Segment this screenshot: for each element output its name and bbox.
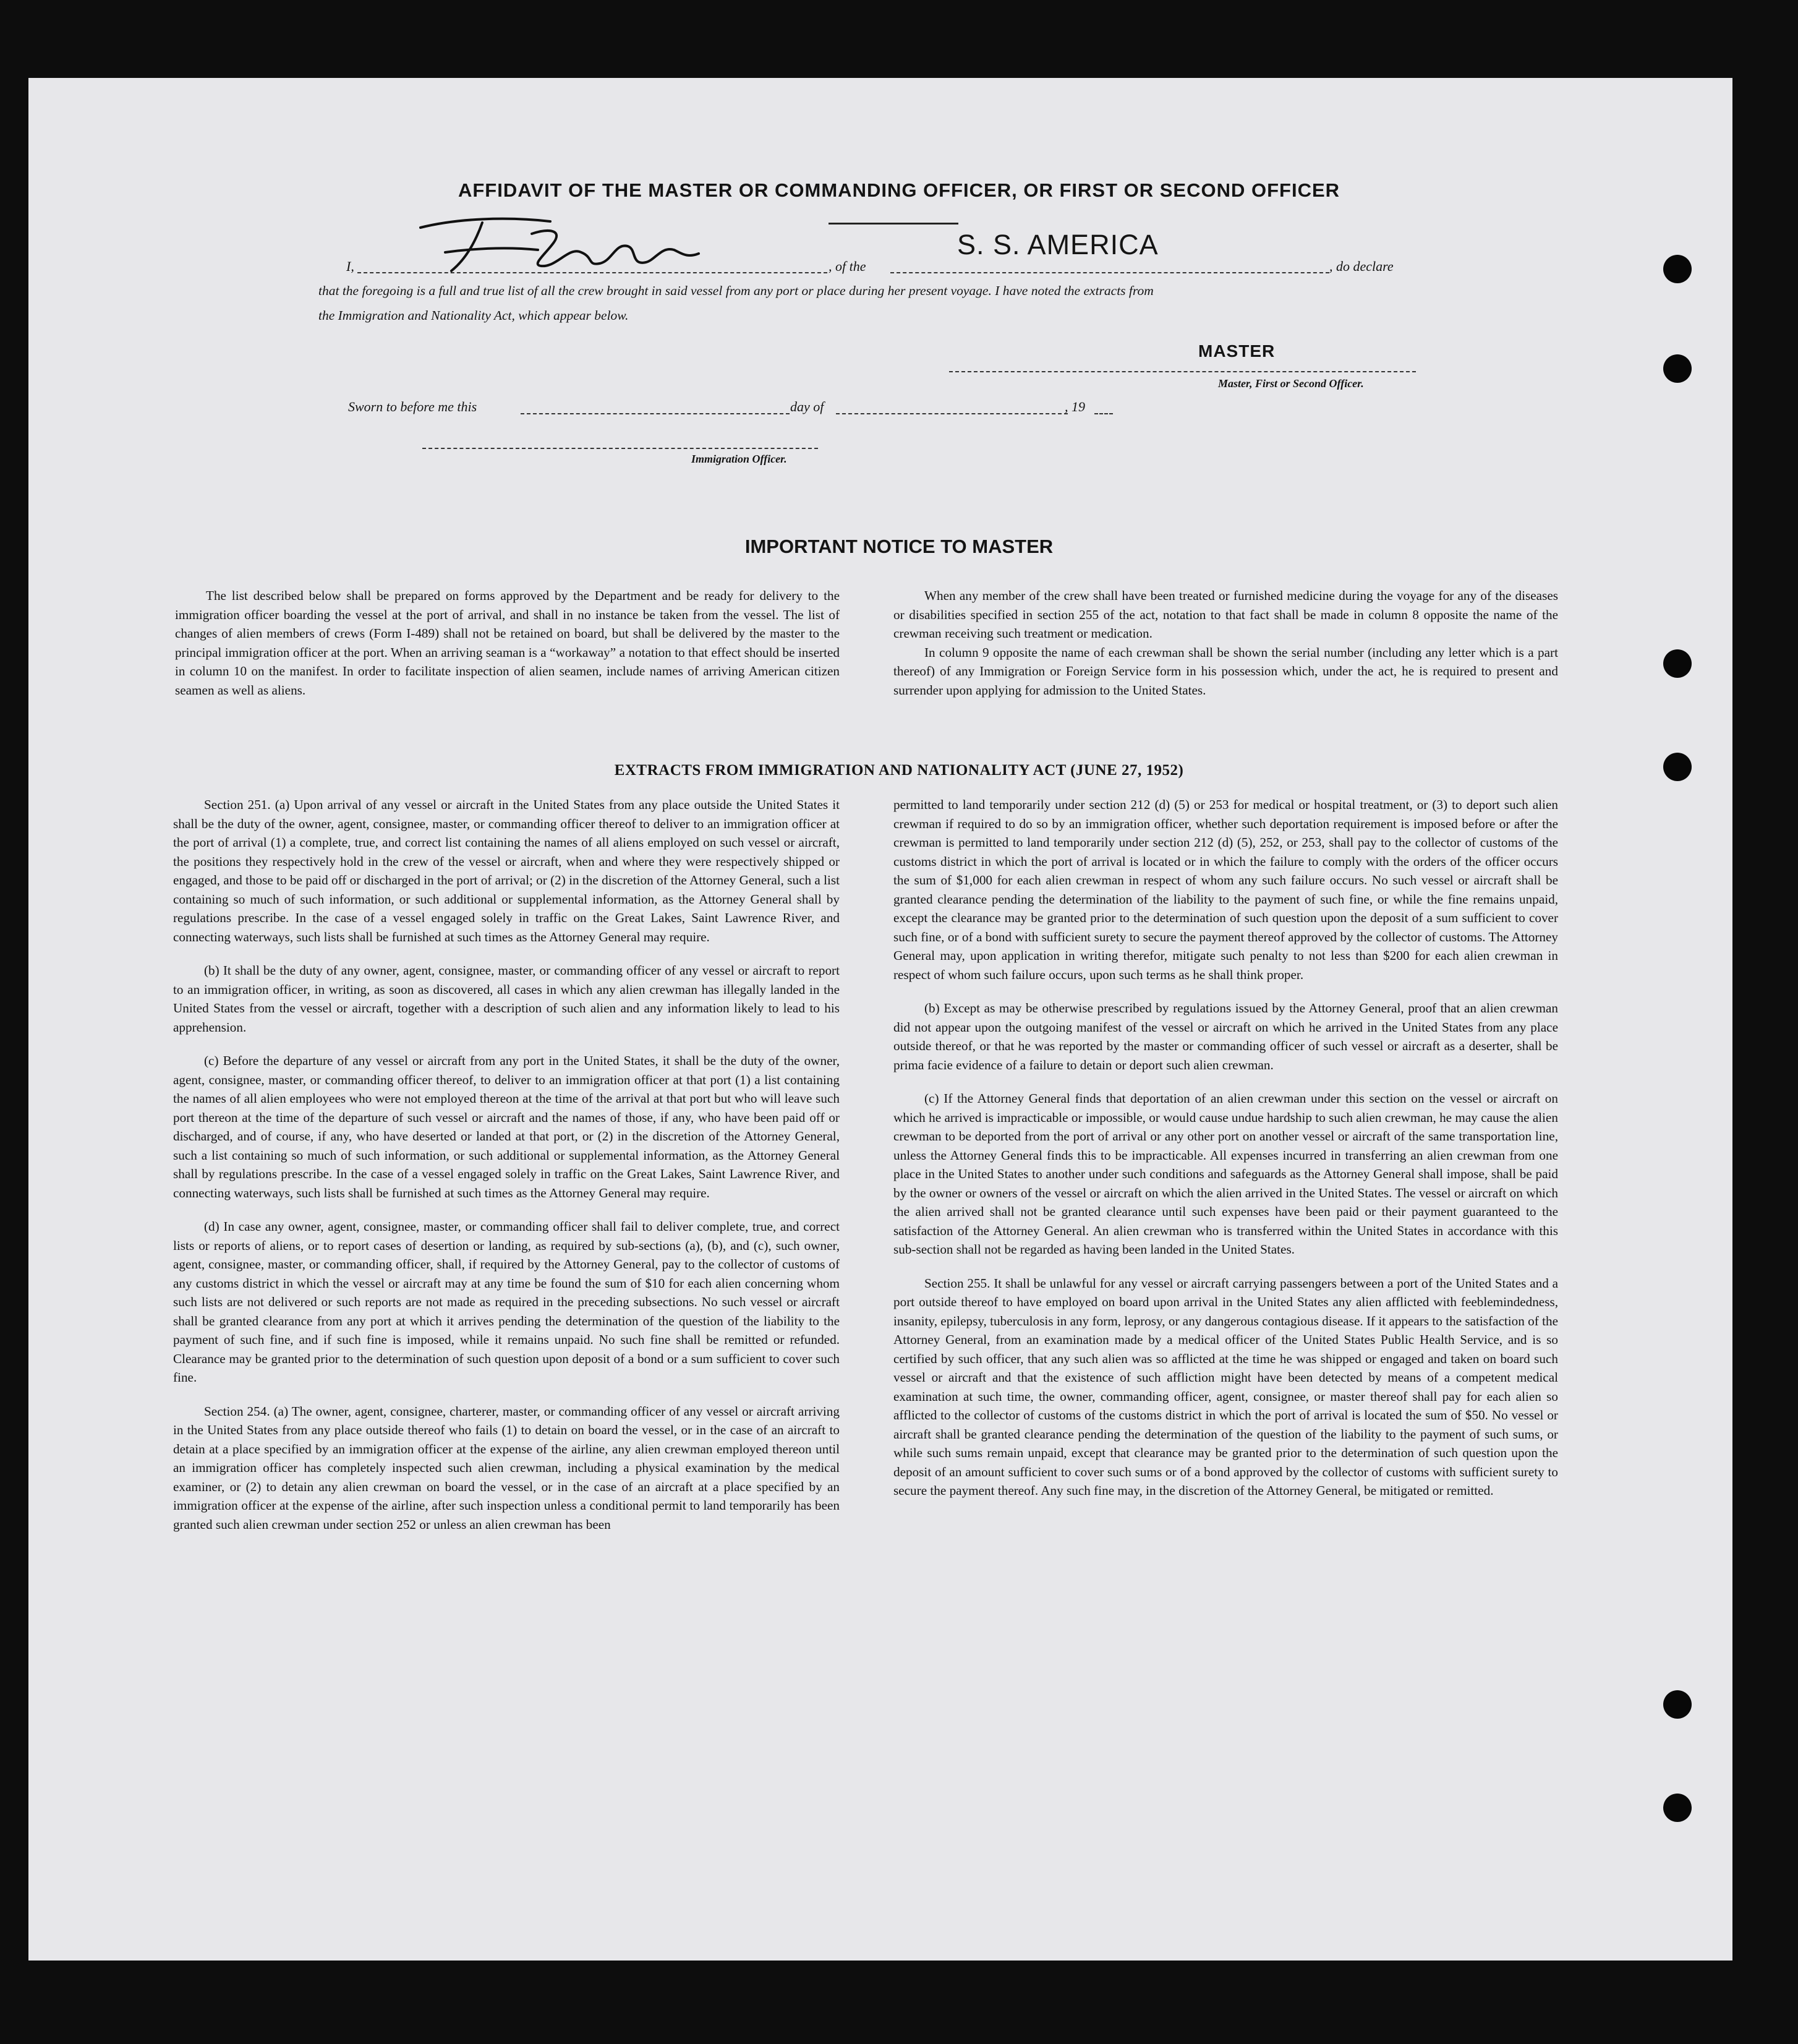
binder-hole: [1663, 1690, 1692, 1719]
extract-paragraph: (d) In case any owner, agent, consignee, master, or commanding officer shall fail to deliver complete, true, and correct lists or reports of aliens, or to report cases of desertion or landing, as required by sub-sections (a), (b), and (c), such owner, agent, consignee, master, or commanding officer, shall, if required by the Attorney General, pay to the collector of customs of any customs district in which the vessel or aircraft may at any time be found the sum of $10 for each alien concerning whom such lists are not delivered or such reports are not made as required in the preceding subsections. No such vessel or aircraft shall be granted clearance from any port at which it arrives pending the determination of the question of the liability to the payment of such fine, and if such fine is imposed, while it remains unpaid. No such fine shall be remitted or refunded. Clearance may be granted prior to the determination of such question upon deposit of a bond or a sum sufficient to cover such fine.: [173, 1219, 840, 1385]
extract-paragraph: Section 251. (a) Upon arrival of any vessel or aircraft in the United States from any place outside the United States it shall be the duty of the owner, agent, consignee, master, or commanding officer thereof to deliver to an immigration officer at the port of arrival (1) a complete, true, and correct list containing the names of all aliens employed on such vessel or aircraft, the positions they respectively hold in the crew of the vessel or aircraft, when and where they were respectively shipped or engaged, and those to be paid off or discharged in the port of arrival; or (2) in the discretion of the Attorney General, such a list containing so much of such information, or such additional or supplemental information, as the Attorney General shall by regulations prescribe. In the case of a vessel engaged solely in traffic on the Great Lakes, Saint Lawrence River, and connecting waterways, such lists shall be furnished at such times as the Attorney General may require.: [173, 797, 840, 944]
notice-right-column: [893, 586, 1558, 714]
notice-right-paragraph-2: In column 9 opposite the name of each crewman shall be shown the serial number (including any letter which is a part thereof) of any Immigration or Foreign Service form in his possession which, under the act, he is required to present and surrender upon applying for admission to the United States.: [893, 644, 1558, 698]
rank-line: [949, 371, 1416, 372]
officer-line: [422, 448, 818, 449]
extract-paragraph: permitted to land temporarily under section 212 (d) (5) or 253 for medical or hospital treatment, or (3) to deport such alien crewman if required to do so by an immigration officer, whether such deportation requirement is imposed before or after the crewman is permitted to land temporarily under section 212 (d) (5), 252, or 253, shall pay to the collector of customs of the customs district in which the port of arrival is located or in which the failure to comply with the orders of the officer occurs the sum of $1,000 for each alien crewman in respect of whom any such failure occurs. No such vessel or aircraft shall be granted clearance pending the determination of the liability to the payment of such fine, or while the fine remains unpaid, except the clearance may be granted prior to the determination of such question upon the deposit of a sum sufficient to cover such fine, or of a bond with sufficient surety to secure the payment thereof approved by the collector of customs. The Attorney General may, upon application in writing therefor, mitigate such penalty to not less than $200 for each alien crewman in respect of whom such failure occurs, upon such terms as he shall think proper.: [893, 797, 1558, 982]
notice-left-column: [175, 586, 840, 714]
day-of-label: day of: [790, 399, 824, 414]
extract-paragraph: (c) Before the departure of any vessel or aircraft from any port in the United States, it shall be the duty of the owner, agent, consignee, master, or commanding officer thereof, to deliver to an immigration officer at that port (1) a list containing the names of all alien employees who were not employed thereon at the time of the arrival at that port but who will leave such port thereon at the time of the departure of such vessel or aircraft and the names of those, if any, who have been paid off or discharged, and of course, if any, who have deserted or landed at that port, or (2) in the discretion of the Attorney General, such a list containing so much of such information, or such additional or supplemental information, as the Attorney General shall by regulations prescribe. In the case of a vessel engaged solely in traffic on the Great Lakes, Saint Lawrence River, and connecting waterways, such lists shall be furnished at such times as the Attorney General may require.: [173, 1053, 840, 1200]
rank-caption: Master, First or Second Officer.: [1218, 377, 1364, 390]
month-line: [836, 413, 1068, 414]
binder-hole: [1663, 255, 1692, 283]
of-the-label: , of the: [829, 259, 866, 274]
notice-title: IMPORTANT NOTICE TO MASTER: [744, 536, 1054, 557]
extract-paragraph: (b) It shall be the duty of any owner, agent, consignee, master, or commanding officer of any vessel or aircraft to report to an immigration officer, in writing, as soon as discovered, all cases in which any alien crewman has illegally landed in the United States from the vessel or aircraft, together with a description of such alien and any information likely to lead to his apprehension.: [173, 963, 840, 1035]
affidavit-title: AFFIDAVIT OF THE MASTER OR COMMANDING OFFICER, OR FIRST OR SECOND OFFICER: [458, 179, 1340, 201]
extracts-left-column: [173, 795, 840, 1549]
binder-hole: [1663, 354, 1692, 383]
extract-paragraph: Section 254. (a) The owner, agent, consignee, charterer, master, or commanding officer of any vessel or aircraft arriving in the United States from any place outside thereof who fails (1) to detain on board the vessel, or in the case of an aircraft to detain at a place specified by an immigration officer at the expense of the airline, any alien crewman employed thereon until an immigration officer has completely inspected such alien crewman, including a physical examination by the medical examiner, or (2) to detain any alien crewman on board the vessel, or in the case of an aircraft at a place specified by an immigration officer at the expense of the airline, after such inspection unless a conditional permit to land temporarily has been granted such alien crewman under section 252 or unless an alien crewman has been: [173, 1403, 840, 1532]
notice-left-paragraph: The list described below shall be prepared on forms approved by the Department and be ready for delivery to the immigration officer boarding the vessel at the port of arrival, and shall in no instance be taken from the vessel. The list of changes of alien members of crews (Form I-489) shall not be retained on board, but shall be delivered by the master to the principal immigration officer at the port. When an arriving seaman is a “workaway” a notation to that effect should be inserted in column 10 on the manifest. In order to facilitate inspection of alien seamen, include names of arriving American citizen seamen as well as aliens.: [175, 588, 840, 698]
notice-right-paragraph-1: When any member of the crew shall have been treated or furnished medicine during the voyage for any of the diseases or disabilities specified in section 255 of the act, notation to that fact shall be made in column 8 opposite the name of the crewman receiving such treatment or medication.: [893, 588, 1558, 641]
year-label: , 19: [1065, 399, 1085, 414]
extract-paragraph: (b) Except as may be otherwise prescribed by regulations issued by the Attorney General, proof that an alien crewman did not appear upon the outgoing manifest of the vessel or aircraft on which he arrived in the United States from any place outside thereof, or that he was reported by the master or commanding officer of such vessel or aircraft as a deserter, shall be prima facie evidence of a failure to detain or deport such alien crewman.: [893, 1001, 1558, 1072]
declaration-line-1: that the foregoing is a full and true list of all the crew brought in said vessel from any port or place during her present voyage. I have noted the extracts from: [318, 283, 1154, 298]
binder-hole: [1663, 649, 1692, 678]
officer-caption: Immigration Officer.: [691, 453, 787, 465]
declaration-line-2: the Immigration and Nationality Act, which appear below.: [318, 308, 629, 323]
i-label: I,: [346, 259, 354, 274]
binder-hole: [1663, 1794, 1692, 1822]
extract-paragraph: (c) If the Attorney General finds that deportation of an alien crewman under this section on the vessel or aircraft on which he arrived is impracticable or impossible, or would cause undue hardship to such alien crewman, he may cause the alien crewman to be deported from the port of arrival or any other port on another vessel or aircraft of the same transportation line, unless the Attorney General finds this to be impracticable. All expenses incurred in transferring an alien crewman from one place in the United States to another under such conditions and safeguards as the Attorney General shall impose, shall be paid by the owner or owners of the vessel or aircraft on which the alien arrived in the United States. The vessel or aircraft on which the alien arrived shall not be granted clearance until such expenses have been paid or their payment guaranteed to the satisfaction of the Attorney General. An alien crewman who is transferred within the United States in accordance with this sub-section shall not be regarded as having been landed in the United States.: [893, 1091, 1558, 1257]
vessel-name: S. S. AMERICA: [957, 229, 1159, 260]
vessel-line: [890, 272, 1329, 273]
do-declare-label: , do declare: [1329, 259, 1394, 274]
sworn-line: [521, 413, 790, 414]
extract-paragraph: Section 255. It shall be unlawful for any vessel or aircraft carrying passengers between a port of the United States and a port outside thereof to have employed on board upon arrival in the United States any alien afflicted with feeblemindedness, insanity, epilepsy, tuberculosis in any form, leprosy, or any dangerous contagious disease. If it appears to the satisfaction of the Attorney General, from an examination made by a medical officer of the United States Public Health Service, and is so certified by such officer, that any such alien was so afflicted at the time he was shipped or engaged and taken on board such vessel or aircraft and that the existence of such affliction might have been detected by means of a competent medical examination at such time, the owner, commanding officer, agent, consignee, or master thereof shall pay for each alien so afflicted to the collector of customs of the customs district in which the port of arrival is located the sum of $50. No vessel or aircraft shall be granted clearance pending the determination of the question of the liability to the payment of such sums, or while such sums remain unpaid, except that clearance may be granted prior to the determination of such question upon the deposit of an amount sufficient to cover such sums or of a bond approved by the collector of customs with sufficient surety to secure the payment thereof. Any such fine may, in the discretion of the Attorney General, be mitigated or remitted.: [893, 1275, 1558, 1498]
rank-typed: MASTER: [1198, 341, 1276, 361]
title-rule: [829, 223, 958, 224]
signature: [408, 209, 705, 283]
sworn-label: Sworn to before me this: [348, 399, 477, 414]
extracts-title: EXTRACTS FROM IMMIGRATION AND NATIONALITY ACT (JUNE 27, 1952): [614, 762, 1184, 779]
extracts-right-column: [893, 795, 1558, 1515]
year-line: [1094, 413, 1113, 414]
